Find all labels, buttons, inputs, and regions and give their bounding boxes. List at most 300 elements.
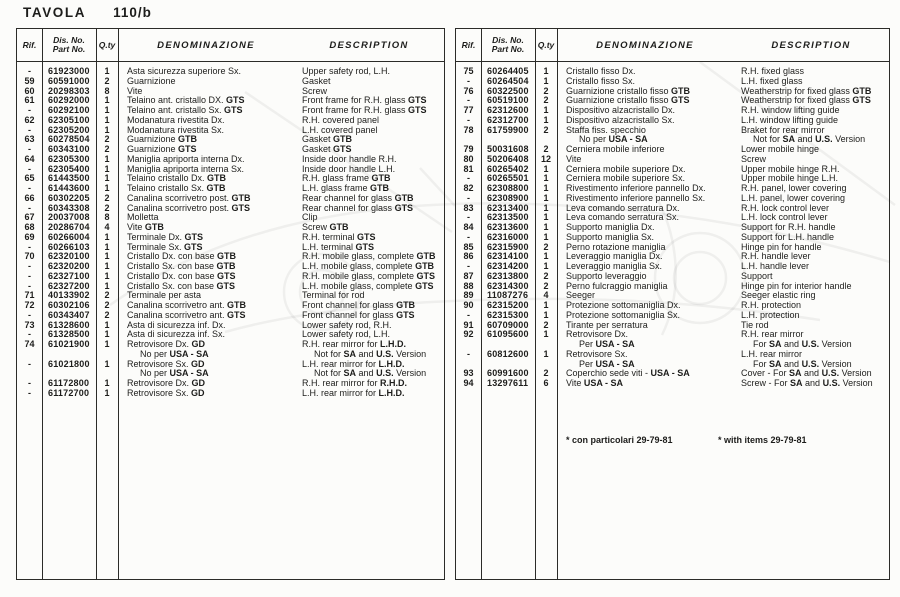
cell-part: 62312600 bbox=[487, 105, 529, 115]
cell-part: 62305200 bbox=[48, 124, 90, 135]
cell-part: 61021800 bbox=[48, 358, 90, 369]
cell-denom: No per USA - SA bbox=[140, 368, 209, 379]
cell-denom: Asta di sicurezza inf. Sx. bbox=[127, 329, 226, 340]
cell-part: 61095600 bbox=[487, 329, 529, 340]
cell-denom: Perno rotazione maniglia bbox=[566, 241, 666, 252]
cell-denom: Cristallo fisso Sx. bbox=[566, 75, 636, 86]
cell-qty: 2 bbox=[104, 309, 110, 320]
cell-rif: 72 bbox=[24, 300, 35, 310]
cell-rif: 60 bbox=[24, 85, 35, 96]
cell-denom: Retrovisore Sx. bbox=[566, 348, 628, 359]
cell-qty: 2 bbox=[104, 75, 110, 86]
cell-rif: 70 bbox=[24, 251, 35, 262]
cell-desc: L.H. rear mirror for L.H.D. bbox=[302, 387, 405, 398]
cell-rif: 65 bbox=[24, 173, 35, 184]
cell-part: 60302205 bbox=[48, 192, 90, 203]
cell-desc: R.H. covered panel bbox=[302, 114, 380, 125]
cell-denom: Tirante per serratura bbox=[566, 319, 648, 330]
cell-denom: Rivestimento inferiore pannello Sx. bbox=[566, 192, 706, 203]
cell-denom: Retrovisore Sx. GD bbox=[127, 358, 205, 369]
cell-qty: 2 bbox=[104, 290, 110, 301]
cell-denom: Cerniera mobile inferiore bbox=[566, 144, 665, 154]
cell-qty: 12 bbox=[540, 153, 551, 164]
cell-rif: 74 bbox=[24, 339, 35, 349]
cell-part: 11087276 bbox=[487, 290, 529, 301]
cell-part: 60264405 bbox=[487, 66, 529, 76]
cell-qty: 6 bbox=[543, 378, 549, 388]
cell-qty: 1 bbox=[543, 300, 549, 310]
cell-part: 60265501 bbox=[487, 173, 529, 184]
cell-desc: Lower safety rod, L.H. bbox=[302, 329, 391, 340]
cell-desc: L.H. panel, lower covering bbox=[741, 192, 846, 203]
cell-qty: 1 bbox=[543, 75, 549, 86]
cell-desc: Hinge pin for handle bbox=[741, 241, 822, 252]
cell-qty: 2 bbox=[543, 319, 549, 330]
column-divider bbox=[118, 29, 119, 579]
cell-part: 60278504 bbox=[48, 134, 90, 145]
cell-qty: 1 bbox=[104, 319, 110, 330]
header-dis-no-line: Dis. No. bbox=[492, 35, 524, 45]
header-description: DESCRIPTION bbox=[329, 39, 409, 51]
cell-rif: 76 bbox=[463, 85, 474, 96]
cell-denom: Terminale per asta bbox=[127, 290, 202, 301]
cell-part: 60292000 bbox=[48, 95, 90, 106]
header-part-no-line: Part No. bbox=[491, 44, 525, 54]
cell-part: 60264504 bbox=[487, 75, 529, 86]
cell-rif: 93 bbox=[463, 368, 474, 379]
cell-denom: Guarnizione cristallo fisso GTB bbox=[566, 85, 691, 96]
cell-rif: - bbox=[28, 163, 31, 174]
cell-qty: 1 bbox=[104, 339, 110, 349]
cell-qty: 2 bbox=[104, 144, 110, 154]
cell-desc: Weatherstrip for fixed glass GTB bbox=[741, 85, 872, 96]
cell-denom: Leva comando serratura Dx. bbox=[566, 202, 680, 213]
cell-part: 62305300 bbox=[48, 153, 90, 164]
cell-denom: Supporto maniglia Dx. bbox=[566, 222, 655, 232]
cell-part: 62314100 bbox=[487, 251, 529, 262]
cell-rif: 80 bbox=[463, 153, 474, 164]
cell-rif: - bbox=[28, 387, 31, 398]
cell-desc: R.H. mobile glass, complete GTS bbox=[302, 270, 436, 281]
cell-rif: - bbox=[28, 358, 31, 369]
cell-part: 60292100 bbox=[48, 105, 90, 115]
cell-denom: No per USA - SA bbox=[579, 134, 648, 145]
cell-denom: Telaino ant. cristallo DX. GTS bbox=[127, 95, 245, 106]
cell-qty: 1 bbox=[104, 66, 110, 76]
cell-desc: Weatherstrip for fixed glass GTS bbox=[741, 95, 871, 106]
cell-part: 50206408 bbox=[487, 153, 529, 164]
cell-rif: 69 bbox=[24, 231, 35, 242]
cell-desc: Tie rod bbox=[741, 319, 769, 330]
cell-part: 13297611 bbox=[487, 378, 529, 388]
cell-part: 61443600 bbox=[48, 183, 90, 193]
cell-rif: - bbox=[28, 378, 31, 388]
cell-qty: 2 bbox=[543, 85, 549, 96]
cell-rif: 71 bbox=[24, 290, 35, 301]
cell-rif: - bbox=[28, 144, 31, 154]
cell-denom: Telaino cristallo Dx. GTB bbox=[127, 173, 227, 184]
cell-denom: Protezione sottomaniglia Dx. bbox=[566, 300, 681, 310]
cell-part: 62315200 bbox=[487, 300, 529, 310]
cell-denom: Dispositivo alzacristallo Sx. bbox=[566, 114, 675, 125]
cell-part: 60709000 bbox=[487, 319, 529, 330]
footnote-italian: * con particolari 29-79-81 bbox=[566, 434, 673, 445]
cell-desc: L.H. terminal GTS bbox=[302, 241, 375, 252]
cell-part: 60812600 bbox=[487, 348, 529, 359]
column-divider bbox=[557, 29, 558, 579]
cell-desc: Clip bbox=[302, 212, 318, 223]
cell-desc: Braket for rear mirror bbox=[741, 124, 825, 135]
cell-part: 60991600 bbox=[487, 368, 529, 379]
cell-denom: Canalina scorrivetro ant. GTB bbox=[127, 300, 247, 310]
cell-qty: 8 bbox=[104, 212, 110, 223]
cell-qty: 1 bbox=[543, 66, 549, 76]
cell-part: 62313600 bbox=[487, 222, 529, 232]
footnote-english: * with items 29-79-81 bbox=[718, 434, 807, 445]
header-denominazione: DENOMINAZIONE bbox=[596, 39, 694, 51]
cell-rif: - bbox=[28, 202, 31, 213]
cell-desc: Gasket GTS bbox=[302, 144, 352, 154]
cell-desc: Seeger elastic ring bbox=[741, 290, 816, 301]
table-row bbox=[456, 379, 889, 389]
cell-rif: 88 bbox=[463, 280, 474, 291]
cell-rif: - bbox=[467, 261, 470, 271]
parts-table-right bbox=[455, 28, 890, 580]
cell-part: 61021900 bbox=[48, 339, 90, 349]
cell-rif: 79 bbox=[463, 144, 474, 154]
cell-denom: Leveraggio maniglia Sx. bbox=[566, 261, 663, 271]
cell-qty: 1 bbox=[543, 212, 549, 223]
cell-desc: L.H. window lifting guide bbox=[741, 114, 839, 125]
cell-denom: Guarnizione bbox=[127, 75, 176, 86]
cell-denom: Leveraggio maniglia Dx. bbox=[566, 251, 663, 262]
header-qty: Q.ty bbox=[98, 39, 116, 50]
cell-qty: 1 bbox=[104, 261, 110, 271]
cell-desc: R.H. glass frame GTB bbox=[302, 173, 391, 184]
cell-rif: 67 bbox=[24, 212, 35, 223]
cell-qty: 2 bbox=[104, 300, 110, 310]
cell-qty: 2 bbox=[543, 124, 549, 135]
cell-desc: Cover - For SA and U.S. Version bbox=[741, 368, 872, 379]
cell-denom: Asta di sicurezza inf. Dx. bbox=[127, 319, 226, 330]
cell-denom: Telaino cristallo Sx. GTB bbox=[127, 183, 226, 193]
cell-qty: 2 bbox=[543, 368, 549, 379]
cell-part: 62316000 bbox=[487, 231, 529, 242]
cell-qty: 1 bbox=[104, 358, 110, 369]
cell-qty: 1 bbox=[543, 261, 549, 271]
page-title bbox=[23, 5, 152, 20]
header-part-no-line: Part No. bbox=[52, 44, 86, 54]
cell-desc: Gasket GTB bbox=[302, 134, 353, 145]
cell-part: 61759900 bbox=[487, 124, 529, 135]
cell-denom: Vite bbox=[566, 153, 582, 164]
cell-desc: Gasket bbox=[302, 75, 331, 86]
cell-desc: L.H. covered panel bbox=[302, 124, 378, 135]
cell-desc: Upper safety rod, L.H. bbox=[302, 66, 391, 76]
cell-denom: Rivestimento inferiore pannello Dx. bbox=[566, 183, 706, 193]
cell-rif: 68 bbox=[24, 222, 35, 232]
cell-rif: - bbox=[28, 66, 31, 76]
cell-rif: 63 bbox=[24, 134, 35, 145]
cell-denom: Vite USA - SA bbox=[566, 378, 624, 388]
cell-desc: Support bbox=[741, 270, 773, 281]
cell-rif: 66 bbox=[24, 192, 35, 203]
cell-rif: - bbox=[467, 173, 470, 184]
cell-desc: For SA and U.S. Version bbox=[753, 339, 852, 349]
cell-rif: 85 bbox=[463, 241, 474, 252]
cell-part: 62308900 bbox=[487, 192, 529, 203]
cell-desc: R.H. protection bbox=[741, 300, 802, 310]
cell-desc: Not for SA and U.S. Version bbox=[314, 348, 427, 359]
cell-rif: - bbox=[467, 212, 470, 223]
cell-part: 61328500 bbox=[48, 329, 90, 340]
cell-part: 61923000 bbox=[48, 66, 90, 76]
cell-denom: Canalina scorrivetro post. GTB bbox=[127, 192, 251, 203]
cell-qty: 2 bbox=[104, 134, 110, 145]
cell-qty: 1 bbox=[104, 231, 110, 242]
column-divider bbox=[42, 29, 43, 579]
cell-desc: R.H. lock control lever bbox=[741, 202, 830, 213]
cell-rif: - bbox=[28, 261, 31, 271]
cell-desc: Screw bbox=[741, 153, 767, 164]
cell-desc: L.H. rear mirror bbox=[741, 348, 803, 359]
cell-denom: Guarnizione GTS bbox=[127, 144, 197, 154]
table-body-left bbox=[17, 62, 444, 399]
cell-denom: Retrovisore Sx. GD bbox=[127, 387, 205, 398]
footnote-spacer bbox=[456, 435, 557, 445]
cell-rif: 82 bbox=[463, 183, 474, 193]
cell-rif: - bbox=[467, 192, 470, 203]
cell-rif: 86 bbox=[463, 251, 474, 262]
cell-rif: 89 bbox=[463, 290, 474, 301]
cell-denom: Canalina scorrivetro ant. GTS bbox=[127, 309, 246, 320]
cell-qty: 1 bbox=[104, 378, 110, 388]
cell-qty: 1 bbox=[104, 124, 110, 135]
cell-denom: Modanatura rivestita Sx. bbox=[127, 124, 225, 135]
cell-qty: 2 bbox=[543, 241, 549, 252]
cell-denom: Cristallo Sx. con base GTS bbox=[127, 280, 236, 291]
cell-desc: Not for SA and U.S. Version bbox=[314, 368, 427, 379]
cell-desc: R.H. mobile glass, complete GTB bbox=[302, 251, 436, 262]
cell-qty: 1 bbox=[543, 163, 549, 174]
cell-qty: 1 bbox=[543, 329, 549, 340]
cell-desc: Lower mobile hinge bbox=[741, 144, 820, 154]
cell-part: 60343407 bbox=[48, 309, 90, 320]
cell-part: 62313400 bbox=[487, 202, 529, 213]
cell-rif: 91 bbox=[463, 319, 474, 330]
cell-rif: 87 bbox=[463, 270, 474, 281]
cell-desc: R.H. window lifting guide bbox=[741, 105, 840, 115]
cell-denom: Dispositivo alzacristallo Dx. bbox=[566, 105, 676, 115]
cell-desc: L.H. mobile glass, complete GTS bbox=[302, 280, 434, 291]
cell-rif: 78 bbox=[463, 124, 474, 135]
cell-desc: R.H. fixed glass bbox=[741, 66, 805, 76]
cell-desc: Front frame for R.H. glass GTS bbox=[302, 105, 427, 115]
cell-rif: 75 bbox=[463, 66, 474, 76]
cell-qty: 1 bbox=[104, 270, 110, 281]
cell-part: 60266103 bbox=[48, 241, 90, 252]
cell-denom: Coperchio sede viti - USA - SA bbox=[566, 368, 690, 379]
cell-qty: 1 bbox=[104, 114, 110, 125]
cell-rif: 90 bbox=[463, 300, 474, 310]
cell-desc: Front frame for R.H. glass GTS bbox=[302, 95, 427, 106]
cell-denom: No per USA - SA bbox=[140, 348, 209, 359]
cell-rif: - bbox=[467, 95, 470, 106]
cell-desc: Hinge pin for interior handle bbox=[741, 280, 852, 291]
cell-qty: 1 bbox=[104, 95, 110, 106]
cell-denom: Vite GTB bbox=[127, 222, 164, 232]
cell-desc: Upper mobile hinge L.H. bbox=[741, 173, 839, 184]
cell-desc: Rear channel for glass GTS bbox=[302, 202, 414, 213]
cell-denom: Per USA - SA bbox=[579, 339, 635, 349]
cell-qty: 1 bbox=[104, 163, 110, 174]
cell-qty: 4 bbox=[104, 222, 110, 232]
cell-rif: - bbox=[28, 241, 31, 252]
cell-part: 61328600 bbox=[48, 319, 90, 330]
header-dis-no-line: Dis. No. bbox=[53, 35, 85, 45]
cell-desc: Terminal for rod bbox=[302, 290, 365, 301]
cell-qty: 1 bbox=[543, 231, 549, 242]
cell-denom: Protezione sottomaniglia Sx. bbox=[566, 309, 681, 320]
cell-rif: - bbox=[28, 309, 31, 320]
cell-denom: Retrovisore Dx. GD bbox=[127, 378, 206, 388]
cell-rif: 77 bbox=[463, 105, 474, 115]
cell-rif: - bbox=[28, 280, 31, 291]
cell-rif: - bbox=[28, 124, 31, 135]
cell-denom: Per USA - SA bbox=[579, 358, 635, 369]
cell-desc: Screw - For SA and U.S. Version bbox=[741, 378, 873, 388]
cell-part: 61172800 bbox=[48, 378, 90, 388]
cell-desc: Not for SA and U.S. Version bbox=[753, 134, 866, 145]
cell-denom: Guarnizione cristallo fisso GTS bbox=[566, 95, 690, 106]
cell-rif: - bbox=[28, 270, 31, 281]
cell-qty: 1 bbox=[543, 202, 549, 213]
cell-rif: - bbox=[28, 329, 31, 340]
cell-rif: - bbox=[467, 75, 470, 86]
cell-part: 62320200 bbox=[48, 261, 90, 271]
cell-rif: - bbox=[467, 348, 470, 359]
cell-part: 62315900 bbox=[487, 241, 529, 252]
cell-part: 60265402 bbox=[487, 163, 529, 174]
cell-desc: Lower safety rod, R.H. bbox=[302, 319, 392, 330]
cell-part: 60266004 bbox=[48, 231, 90, 242]
cell-desc: Rear channel for glass GTB bbox=[302, 192, 414, 203]
cell-qty: 1 bbox=[104, 173, 110, 184]
cell-desc: Inside door handle L.H. bbox=[302, 163, 396, 174]
cell-part: 40133902 bbox=[48, 290, 90, 301]
cell-qty: 1 bbox=[104, 183, 110, 193]
cell-part: 62313800 bbox=[487, 270, 529, 281]
table-header bbox=[17, 29, 444, 62]
cell-qty: 1 bbox=[543, 114, 549, 125]
parts-table-left bbox=[16, 28, 445, 580]
cell-desc: R.H. terminal GTS bbox=[302, 231, 376, 242]
cell-qty: 1 bbox=[543, 251, 549, 262]
cell-desc: L.H. glass frame GTB bbox=[302, 183, 390, 193]
cell-desc: Support for R.H. handle bbox=[741, 222, 836, 232]
cell-part: 61172700 bbox=[48, 387, 90, 398]
cell-qty: 1 bbox=[543, 222, 549, 232]
cell-qty: 2 bbox=[543, 95, 549, 106]
cell-part: 62327200 bbox=[48, 280, 90, 291]
cell-qty: 1 bbox=[104, 280, 110, 291]
cell-part: 50031608 bbox=[487, 144, 529, 154]
cell-rif: - bbox=[28, 105, 31, 115]
cell-qty: 1 bbox=[543, 105, 549, 115]
header-part-no bbox=[42, 36, 96, 54]
cell-part: 20298303 bbox=[48, 85, 90, 96]
cell-desc: R.H. rear mirror bbox=[741, 329, 804, 340]
table-row bbox=[17, 389, 444, 399]
cell-denom: Cristallo Sx. con base GTB bbox=[127, 261, 236, 271]
cell-denom: Asta sicurezza superiore Sx. bbox=[127, 66, 242, 76]
cell-qty: 1 bbox=[104, 387, 110, 398]
cell-qty: 2 bbox=[104, 202, 110, 213]
cell-denom: Seeger bbox=[566, 290, 596, 301]
cell-denom: Cristallo Dx. con base GTS bbox=[127, 270, 236, 281]
table-body-right bbox=[456, 62, 889, 389]
cell-desc: L.H. mobile glass, complete GTB bbox=[302, 261, 435, 271]
cell-part: 60343308 bbox=[48, 202, 90, 213]
cell-part: 62305100 bbox=[48, 114, 90, 125]
cell-rif: - bbox=[467, 231, 470, 242]
cell-rif: 84 bbox=[463, 222, 474, 232]
cell-part: 62314300 bbox=[487, 280, 529, 291]
cell-desc: Front channel for glass GTS bbox=[302, 309, 415, 320]
cell-qty: 1 bbox=[543, 348, 549, 359]
cell-desc: Front channel for glass GTB bbox=[302, 300, 416, 310]
header-rif: Rif. bbox=[22, 39, 37, 50]
cell-denom: Molletta bbox=[127, 212, 159, 223]
footnote-row bbox=[456, 435, 889, 445]
cell-qty: 1 bbox=[543, 183, 549, 193]
cell-desc: R.H. rear mirror for L.H.D. bbox=[302, 339, 407, 349]
cell-desc: For SA and U.S. Version bbox=[753, 358, 852, 369]
cell-part: 62315300 bbox=[487, 309, 529, 320]
cell-denom: Staffa fiss. specchio bbox=[566, 124, 646, 135]
cell-denom: Cristallo Dx. con base GTB bbox=[127, 251, 237, 262]
cell-rif: 64 bbox=[24, 153, 35, 164]
page-title-label: TAVOLA bbox=[23, 5, 87, 20]
cell-part: 61443500 bbox=[48, 173, 90, 184]
cell-desc: R.H. handle lever bbox=[741, 251, 811, 262]
cell-part: 60302106 bbox=[48, 300, 90, 310]
page-title-number: 110/b bbox=[113, 5, 152, 20]
column-divider bbox=[481, 29, 482, 579]
cell-qty: 2 bbox=[543, 144, 549, 154]
cell-qty: 1 bbox=[543, 309, 549, 320]
cell-qty: 2 bbox=[543, 270, 549, 281]
cell-denom: Modanatura rivestita Dx. bbox=[127, 114, 225, 125]
cell-qty: 1 bbox=[104, 105, 110, 115]
cell-qty: 1 bbox=[104, 153, 110, 164]
cell-qty: 1 bbox=[104, 329, 110, 340]
header-denominazione: DENOMINAZIONE bbox=[157, 39, 255, 51]
cell-part: 60519100 bbox=[487, 95, 529, 106]
cell-desc: Upper mobile hinge R.H. bbox=[741, 163, 840, 174]
cell-desc: L.H. protection bbox=[741, 309, 800, 320]
cell-denom: Terminale Sx. GTS bbox=[127, 241, 203, 252]
cell-denom: Supporto leveraggio bbox=[566, 270, 647, 281]
cell-rif: - bbox=[467, 114, 470, 125]
cell-part: 60343100 bbox=[48, 144, 90, 154]
cell-qty: 2 bbox=[104, 192, 110, 203]
cell-rif: 61 bbox=[24, 95, 35, 106]
cell-part: 62308800 bbox=[487, 183, 529, 193]
cell-desc: Support for L.H. handle bbox=[741, 231, 835, 242]
cell-denom: Maniglia apriporta interna Sx. bbox=[127, 163, 245, 174]
cell-desc: R.H. panel, lower covering bbox=[741, 183, 847, 193]
